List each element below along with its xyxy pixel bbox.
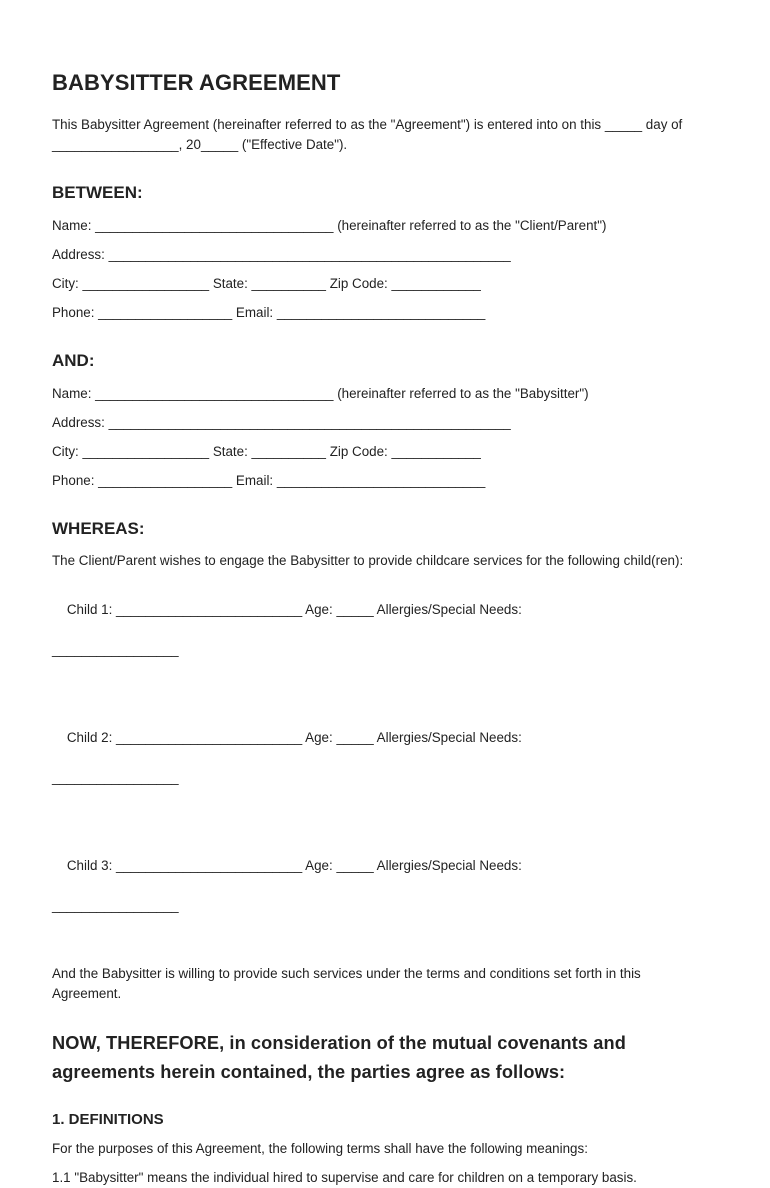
babysitter-phone-line: Phone: __________________ Email: ____________________________ (52, 473, 486, 488)
definition-1-1: 1.1 "Babysitter" means the individual hired to supervise and care for children on a temporary basis. (52, 1170, 637, 1185)
now-therefore-heading: NOW, THEREFORE, in consideration of the mutual covenants and agreements herein contained, the parties agree as follows: (52, 1033, 626, 1082)
child-1-line: Child 1: _________________________ Age: _____ Allergies/Special Needs: (66, 602, 522, 617)
whereas-heading: WHEREAS: (52, 519, 145, 538)
child-3-entry (52, 836, 710, 956)
child-1-needs-blank: _________________ (52, 642, 179, 657)
between-heading: BETWEEN: (52, 183, 143, 202)
child-1-entry (52, 580, 710, 700)
client-address-line: Address: ______________________________________________________ (52, 247, 511, 262)
child-2-line: Child 2: _________________________ Age: _____ Allergies/Special Needs: (66, 730, 522, 745)
child-2-needs-blank: _________________ (52, 770, 179, 785)
document-title: BABYSITTER AGREEMENT (52, 70, 341, 95)
babysitter-name-line: Name: ________________________________ (hereinafter referred to as the "Babysitter") (52, 386, 589, 401)
intro-paragraph: This Babysitter Agreement (hereinafter referred to as the "Agreement") is entered into on this _____ day of _________________, 20_____ ("Effective Date"). (52, 117, 683, 152)
client-name-line: Name: ________________________________ (hereinafter referred to as the "Client/Parent") (52, 218, 607, 233)
child-3-needs-blank: _________________ (52, 898, 179, 913)
client-city-line: City: _________________ State: __________ Zip Code: ____________ (52, 276, 481, 291)
and-heading: AND: (52, 351, 95, 370)
child-2-entry (52, 708, 710, 828)
definitions-intro: For the purposes of this Agreement, the following terms shall have the following meanings: (52, 1141, 588, 1156)
client-phone-line: Phone: __________________ Email: ____________________________ (52, 305, 486, 320)
definitions-heading: 1. DEFINITIONS (52, 1111, 164, 1128)
babysitter-address-line: Address: ______________________________________________________ (52, 415, 511, 430)
whereas-intro: The Client/Parent wishes to engage the Babysitter to provide childcare services for the following child(ren): (52, 553, 684, 568)
child-3-line: Child 3: _________________________ Age: _____ Allergies/Special Needs: (66, 858, 522, 873)
babysitter-city-line: City: _________________ State: __________ Zip Code: ____________ (52, 444, 481, 459)
whereas-closing: And the Babysitter is willing to provide such services under the terms and conditions set forth in this Agreement. (52, 966, 641, 1001)
